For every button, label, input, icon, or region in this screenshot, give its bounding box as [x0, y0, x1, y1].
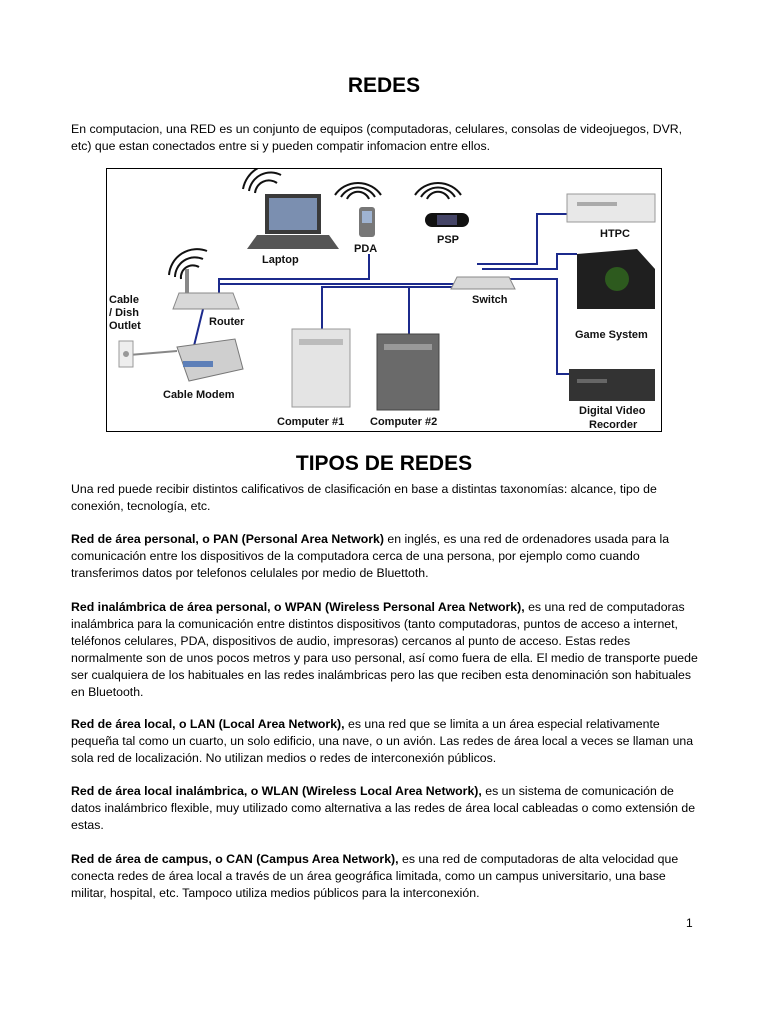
paragraph-lan: [71, 716, 701, 767]
paragraph-can: [71, 851, 701, 902]
link-switch-computer2: [409, 287, 467, 339]
paragraph-text: es un sistema de comunicación de datos inalámbrico flexible, muy utilizado como alternativa a las redes de área local cableadas o como extensión de estas.: [71, 784, 696, 832]
label-psp: PSP: [437, 234, 460, 246]
section-title: TIPOS DE REDES: [295, 452, 473, 475]
paragraph-text: Una red puede recibir distintos calificativos de clasificación en base a distintas taxonomías: alcance, tipo de conexión, tecnología, etc.: [71, 482, 657, 513]
label-computer1: Computer #1: [277, 416, 345, 428]
label-cable-line3: Outlet: [109, 320, 141, 332]
intro-paragraph: En computacion, una RED es un conjunto de equipos (computadoras, celulares, consolas de videojuegos, DVR, etc) que estan conectados entre si y pueden compatir infomacion entre ellos.: [71, 122, 683, 153]
pda-icon: [359, 207, 375, 237]
paragraph-text: es una red de computadoras de alta velocidad que conecta redes de área local a través de un área geográfica limitada, como un campus universitario, una base militar, hospital, etc. Tampoco utiliza medios públicos para la interconexión.: [71, 852, 679, 900]
paragraph-term: Red de área local inalámbrica, o WLAN (Wireless Local Area Network),: [71, 784, 482, 798]
label-cable-modem: Cable Modem: [163, 389, 235, 401]
laptop-icon: [247, 194, 339, 249]
label-switch: Switch: [472, 294, 508, 306]
link-switch-computer1: [322, 287, 457, 329]
router-icon: [173, 269, 239, 309]
label-game-system: Game System: [575, 329, 648, 341]
computer1-icon: [292, 329, 350, 407]
label-dvr-line2: Recorder: [589, 419, 638, 431]
network-diagram-svg: [107, 169, 661, 431]
paragraph-text: es una red de computadoras inalámbrica para la comunicación entre distintos dispositivos (tanto computadoras, puntos de acceso a internet, teléfonos celulares, PDA, dispositivos de audio, impresoras) cercanos al punto de acceso. Estas redes normalmente son de unos pocos metros y para uso personal, así como fuera de ella. El medio de transporte puede ser cualquiera de los habituales en las redes inalámbricas pero las que reciben esta denominación son habituales en Bluetooth.: [71, 600, 698, 699]
label-dvr-line1: Digital Video: [579, 405, 646, 417]
label-cable-line1: Cable: [109, 294, 139, 306]
paragraph-term: Red inalámbrica de área personal, o WPAN (Wireless Personal Area Network),: [71, 600, 525, 614]
label-pda: PDA: [354, 243, 378, 255]
paragraph-wpan: [71, 599, 701, 701]
paragraph-text: es una red que se limita a un área especial relativamente pequeña tal como un cuarto, un solo edificio, una nave, o un avión. Las redes de área local a veces se llaman una sola red de localización. No utilizan medios o redes de interconexión públicos.: [71, 717, 694, 765]
paragraph-intro-types: [71, 481, 701, 515]
cable-outlet-icon: [119, 341, 133, 367]
game-system-icon: [577, 249, 655, 309]
switch-icon: [451, 277, 515, 289]
paragraph-text: en inglés, es una red de ordenadores usada para la comunicación entre los dispositivos de la computadora cerca de una persona, por ejemplo como cuando transferimos datos por telefonos celulales por medio de Bluettoth.: [71, 532, 670, 580]
label-laptop: Laptop: [262, 254, 299, 266]
paragraph-term: Red de área local, o LAN (Local Area Network),: [71, 717, 345, 731]
label-htpc: HTPC: [600, 228, 630, 240]
page-title: REDES: [347, 74, 421, 97]
htpc-icon: [567, 194, 655, 222]
label-cable-line2: / Dish: [109, 307, 139, 319]
paragraph-wlan: [71, 783, 701, 834]
paragraph-term: Red de área personal, o PAN (Personal Area Network): [71, 532, 384, 546]
paragraph-term: Red de área de campus, o CAN (Campus Area Network),: [71, 852, 399, 866]
computer2-icon: [377, 334, 439, 410]
page-number: 1: [686, 916, 693, 930]
link-outlet-modem: [129, 351, 177, 355]
label-computer2: Computer #2: [370, 416, 438, 428]
link-switch-htpc: [477, 214, 567, 264]
link-switch-game: [482, 254, 577, 269]
psp-icon: [425, 213, 469, 227]
cable-modem-icon: [177, 339, 243, 381]
network-diagram: [106, 168, 662, 432]
paragraph-pan: [71, 531, 701, 582]
dvr-icon: [569, 369, 655, 401]
label-router: Router: [209, 316, 245, 328]
